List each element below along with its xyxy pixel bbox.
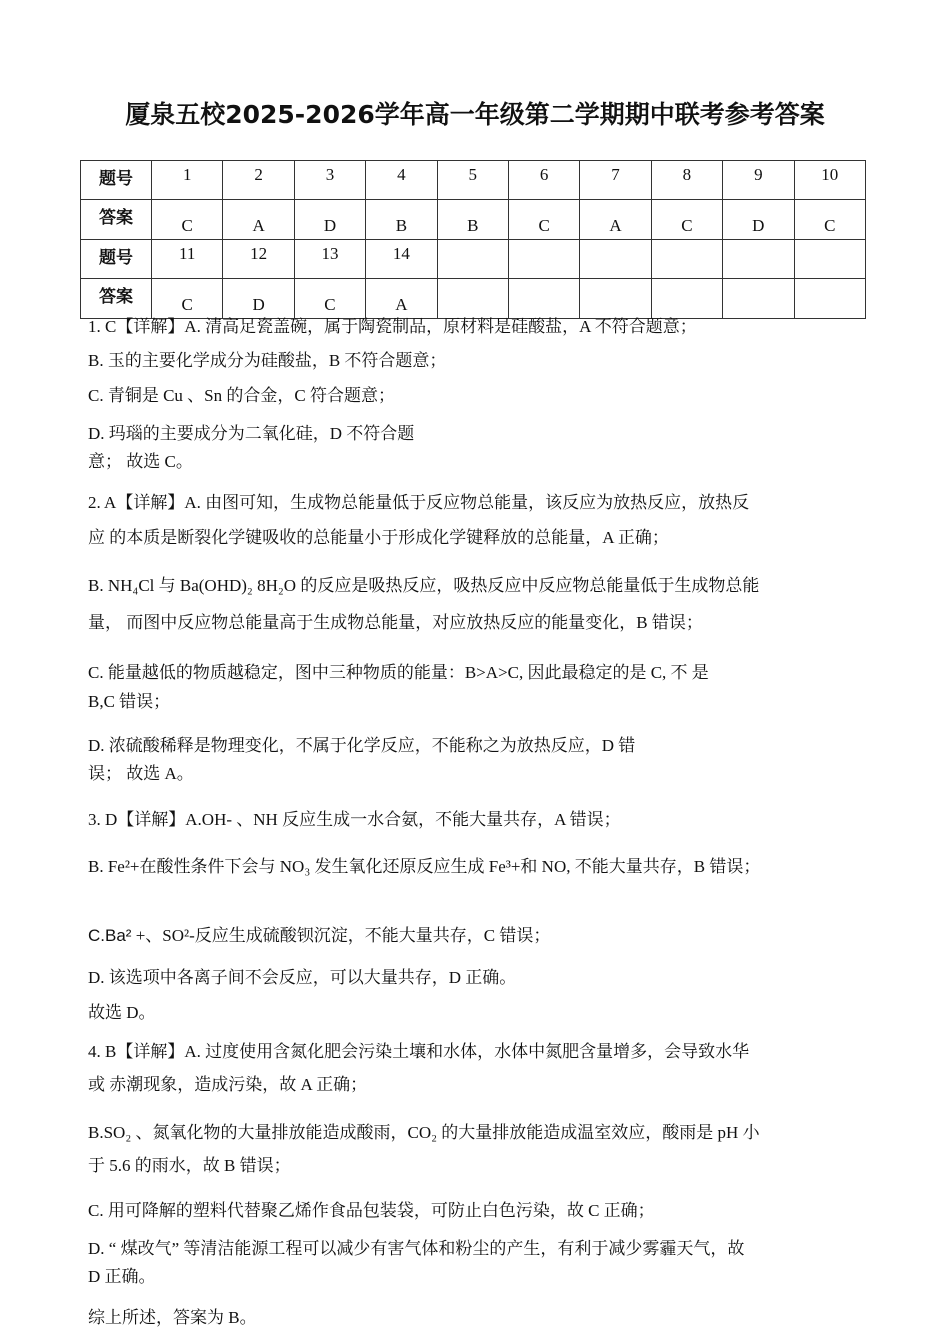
question-number	[580, 240, 651, 279]
answer-cell: A	[223, 200, 294, 240]
explanation-line: 综上所述，答案为 B。	[88, 1308, 257, 1327]
explanation-line: C. 用可降解的塑料代替聚乙烯作食品包装袋，可防止白色污染，故 C 正确；	[88, 1201, 655, 1220]
explanation-line: B. 玉的主要化学成分为硅酸盐，B 不符合题意；	[88, 351, 447, 370]
row-label-answer: 答案	[81, 279, 152, 319]
table-row	[81, 240, 866, 279]
answer-cell	[651, 279, 722, 319]
question-number: 5	[437, 161, 508, 200]
question-number	[508, 240, 579, 279]
answer-cell: D	[223, 279, 294, 319]
explanation-line: 于 5.6 的雨水，故 B 错误；	[88, 1156, 291, 1175]
explanation-line: 意； 故选 C。	[88, 452, 193, 471]
question-number: 4	[366, 161, 437, 200]
explanation-line	[88, 926, 550, 946]
explanation-line: 故选 D。	[88, 1003, 156, 1022]
row-label-question: 题号	[81, 240, 152, 279]
answer-table	[80, 160, 866, 319]
answer-cell	[723, 279, 794, 319]
question-number: 8	[651, 161, 722, 200]
explanation-line: B,C 错误；	[88, 692, 171, 711]
table-row	[81, 200, 866, 240]
explanation-line: D. 浓硫酸稀释是物理变化，不属于化学反应，不能称之为放热反应，D 错	[88, 736, 636, 755]
explanation-text: +、SO²-反应生成硫酸钡沉淀，不能大量共存，C 错误；	[131, 926, 551, 945]
question-number	[437, 240, 508, 279]
table-row	[81, 161, 866, 200]
explanation-line: 或 赤潮现象，造成污染，故 A 正确；	[88, 1075, 368, 1094]
answer-cell	[794, 279, 865, 319]
answer-cell: C	[651, 200, 722, 240]
explanation-line: B. Fe²+在酸性条件下会与 NO₃ 发生氧化还原反应生成 Fe³+和 NO, 不能大量共存，B 错误；	[88, 857, 761, 876]
question-number: 6	[508, 161, 579, 200]
explanation-line: D 正确。	[88, 1267, 156, 1286]
question-number: 12	[223, 240, 294, 279]
answer-cell: C	[152, 200, 223, 240]
page-title: 厦泉五校2025-2026学年高一年级第二学期期中联考参考答案	[125, 100, 825, 129]
question-number: 2	[223, 161, 294, 200]
explanation-line: 量， 而图中反应物总能量高于生成物总能量，对应放热反应的能量变化，B 错误；	[88, 613, 703, 632]
ion-formula: C.Ba²	[88, 926, 132, 945]
answer-cell: C	[152, 279, 223, 319]
explanation-line: D. 该选项中各离子间不会反应，可以大量共存，D 正确。	[88, 968, 517, 987]
row-label-answer: 答案	[81, 200, 152, 240]
explanation-line: B.SO₂ 、氮氧化物的大量排放能造成酸雨，CO₂ 的大量排放能造成温室效应，酸雨是 pH 小	[88, 1123, 760, 1142]
explanation-line: 误； 故选 A。	[88, 764, 194, 783]
explanation-line: 3. D【详解】A.OH- 、NH 反应生成一水合氨，不能大量共存，A 错误；	[88, 810, 621, 829]
answer-cell: D	[723, 200, 794, 240]
question-number: 13	[294, 240, 365, 279]
question-number: 10	[794, 161, 865, 200]
question-number	[794, 240, 865, 279]
question-number: 1	[152, 161, 223, 200]
answer-cell: B	[366, 200, 437, 240]
explanation-line: B. NH₄Cl 与 Ba(OHD)₂ 8H₂O 的反应是吸热反应，吸热反应中反应物总能量低于生成物总能	[88, 576, 760, 595]
answer-cell: B	[437, 200, 508, 240]
question-number: 14	[366, 240, 437, 279]
answer-cell: C	[508, 200, 579, 240]
question-number	[651, 240, 722, 279]
question-number: 7	[580, 161, 651, 200]
answer-cell	[580, 279, 651, 319]
explanation-line: D. 玛瑙的主要成分为二氧化硅，D 不符合题	[88, 424, 415, 443]
explanation-line: 4. B【详解】A. 过度使用含氮化肥会污染土壤和水体，水体中氮肥含量增多，会导致水华	[88, 1042, 750, 1061]
answer-cell: A	[366, 279, 437, 319]
answer-cell	[437, 279, 508, 319]
question-number: 11	[152, 240, 223, 279]
answer-cell: C	[794, 200, 865, 240]
explanation-line: 1. C【详解】A. 清高足瓷盖碗，属于陶瓷制品，原材料是硅酸盐，A 不符合题意；	[88, 317, 697, 336]
explanation-line: C. 能量越低的物质越稳定，图中三种物质的能量：B>A>C, 因此最稳定的是 C, 不 是	[88, 663, 709, 682]
answer-cell	[508, 279, 579, 319]
explanation-line: 应 的本质是断裂化学键吸收的总能量小于形成化学键释放的总能量，A 正确；	[88, 528, 669, 547]
table-row	[81, 279, 866, 319]
explanation-line: C. 青铜是 Cu 、Sn 的合金，C 符合题意；	[88, 386, 395, 405]
explanation-line: 2. A【详解】A. 由图可知，生成物总能量低于反应物总能量，该反应为放热反应，放热反	[88, 493, 750, 512]
question-number: 3	[294, 161, 365, 200]
question-number	[723, 240, 794, 279]
answer-cell: D	[294, 200, 365, 240]
explanation-line: D. “ 煤改气” 等清洁能源工程可以减少有害气体和粉尘的产生，有利于减少雾霾天气，故	[88, 1239, 745, 1258]
row-label-question: 题号	[81, 161, 152, 200]
answer-cell: C	[294, 279, 365, 319]
question-number: 9	[723, 161, 794, 200]
answer-cell: A	[580, 200, 651, 240]
